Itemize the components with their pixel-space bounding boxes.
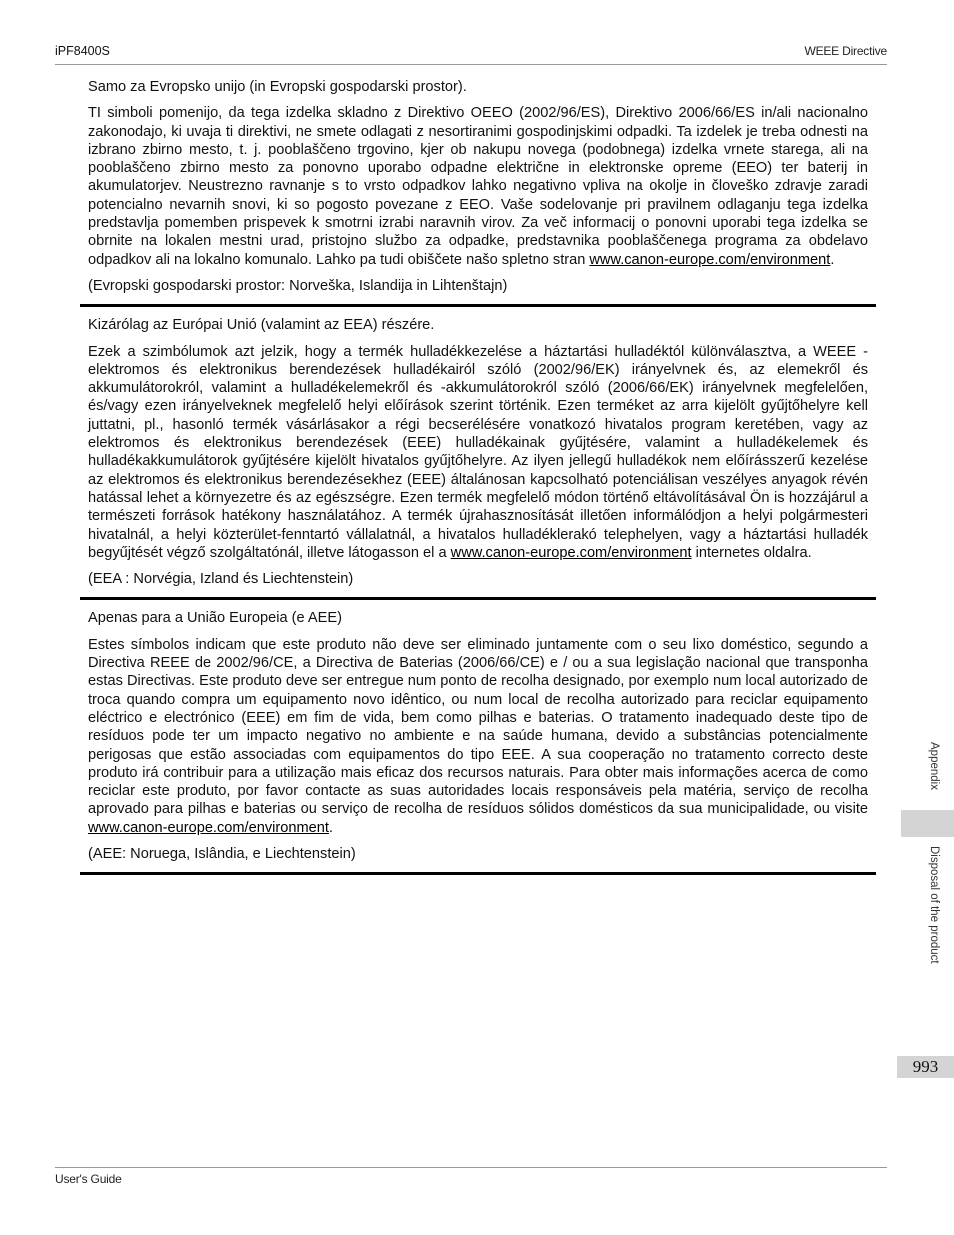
sidebar-appendix-label: Appendix: [928, 742, 940, 790]
section-lead: Kizárólag az Európai Unió (valamint az EEA) részére.: [88, 317, 435, 334]
header-divider: [55, 64, 887, 65]
section-body-text: Ezek a szimbólumok azt jelzik, hogy a termék hulladékkezelése a háztartási hulladéktól különválasztva, a WEEE - elektromos és elektronikus berendezések hulladékairól szóló (2002/96/EK) irányelvnek és, az elemekről és akkumulátorokról, valamint a hulladékelemekről és -akkumulátorokról szóló (2006/66/EK) irányelvnek megfelelően, és/vagy ezen irányelveknek megfelelő helyi előírások szerint történik. Ezen terméket az arra kijelölt gyűjtőhelyre kell juttatni, pl., hasonló termék vásárlásakor a régi becserélésére vonatkozó hivatalos program keretében, vagy az elektromos és elektronikus berendezések (EEE) hulladékainak gyűjtésére, valamint a hulladékelemek és hulladékakkumulátorok gyűjtésére kijelölt hivatalos gyűjtőhelyre. Az ilyen jellegű hulladékok nem előírásszerű kezelése az elektromos és elektronikus berendezésekhez (EEE) általánosan kapcsolható potenciálisan veszélyes anyagok révén hatással lehet a környezetre és az egészségre. Ezen termék megfelelő módon történő eltávolításával Ön is hozzájárul a természeti források hatékony használatához. A termék újrahasznosítását illetően informálódjon a helyi polgármesteri hivatalnál, a helyi közterület-fenntartó vállalatnál, a hivatalos hulladéklerakó telephelyen, vagy a háztartási hulladék begyűjtését végző szolgáltatónál, illetve látogasson el a: [88, 343, 868, 561]
environment-link[interactable]: www.canon-europe.com/environment: [88, 819, 329, 836]
section-lead: Samo za Evropsko unijo (in Evropski gospodarski prostor).: [88, 79, 467, 95]
page-content: [88, 78, 868, 884]
section-note: (Evropski gospodarski prostor: Norveška, Islandija in Lihtenštajn): [88, 277, 508, 294]
environment-link[interactable]: www.canon-europe.com/environment: [589, 251, 831, 268]
section-portuguese: [88, 609, 868, 863]
section-lead: Apenas para a União Europeia (e AEE): [88, 610, 342, 627]
section-note: (EEA : Norvégia, Izland és Liechtenstein): [88, 571, 354, 588]
section-body-end: internetes oldalra.: [691, 544, 812, 561]
section-body: [88, 104, 868, 269]
footer-guide-name: User's Guide: [55, 1172, 122, 1186]
section-note: (AEE: Noruega, Islândia, e Liechtenstein): [88, 845, 356, 862]
section-slovenian: [88, 78, 868, 295]
sidebar-tab-marker: [901, 810, 954, 837]
section-body: [88, 343, 868, 563]
page-number: 993: [897, 1056, 954, 1078]
section-divider: [80, 597, 876, 600]
section-body-end: .: [830, 251, 835, 268]
sidebar-topic-label: Disposal of the product: [928, 846, 940, 964]
section-divider: [80, 872, 876, 875]
section-divider: [80, 304, 876, 307]
section-body-end: .: [328, 819, 333, 836]
section-body: [88, 636, 868, 837]
section-body-text: Estes símbolos indicam que este produto não deve ser eliminado juntamente com o seu lixo doméstico, segundo a Directiva REEE de 2002/96/CE, a Directiva de Baterias (2006/66/CE) e / ou a sua legislação nacional que transponha estas Directivas. Este produto deve ser entregue num ponto de recolha designado, por exemplo num local autorizado de troca quando compra um equipamento novo idêntico, ou num local de recolha autorizado para reciclar equipamento eléctrico e electrónico (EEE) em fim de vida, bem como pilhas e baterias. O tratamento inadequado deste tipo de resíduos pode ter um impacto negativo no ambiente e na saúde humana, devido a substâncias potencialmente perigosas que estão associadas com equipamentos do tipo EEE. A sua cooperação no tratamento correcto deste produto irá contribuir para a utilização mais eficaz dos recursos naturais. Para obter mais informações acerca de como reciclar este produto, por favor contacte as suas autoridades locais responsáveis pela matéria, serviço de recolha aprovado para pilhas e baterias ou serviço de recolha de resíduos sólidos domésticos da sua municipalidade, ou visite: [88, 636, 868, 818]
environment-link[interactable]: www.canon-europe.com/environment: [450, 544, 692, 561]
section-body-text: TI simboli pomenijo, da tega izdelka skladno z Direktivo OEEO (2002/96/ES), Direktivo 2006/66/ES in/ali nacionalno zakonodajo, ki uvaja ti direktivi, ne smete odlagati z nesortiranimi gospodinjskimi odpadki. Ta izdelek je treba odnesti na izbrano zbirno mesto, t. j. pooblaščeno trgovino, kjer ob nakupu novega (podobnega) izdelka vrnete starega, ali na pooblaščeno zbirno mesto za ponovno uporabo odpadne električne in elektronske opreme (EEO) ter baterij in akumulatorjev. Neustrezno ravnanje s to vrsto odpadkov lahko negativno vpliva na okolje in človeško zdravje zaradi potencialno nevarnih snovi, ki so pogosto povezane z EEO. Vaše sodelovanje pri pravilnem odlaganju tega izdelka predstavlja pomemben prispevek k smotrni izrabi naravnih virov. Za več informacij o ponovni uporabi tega izdelka se obrnite na lokalen mestni urad, pristojno službo za odpadke, predstavnika pooblaščenega programa za obdelavo odpadkov ali na lokalno komunalo. Lahko pa tudi obiščete našo spletno stran: [88, 105, 868, 268]
header-product-name: iPF8400S: [55, 44, 110, 58]
footer-divider: [55, 1167, 887, 1168]
header-section-title: WEEE Directive: [804, 44, 887, 58]
section-hungarian: [88, 316, 868, 588]
